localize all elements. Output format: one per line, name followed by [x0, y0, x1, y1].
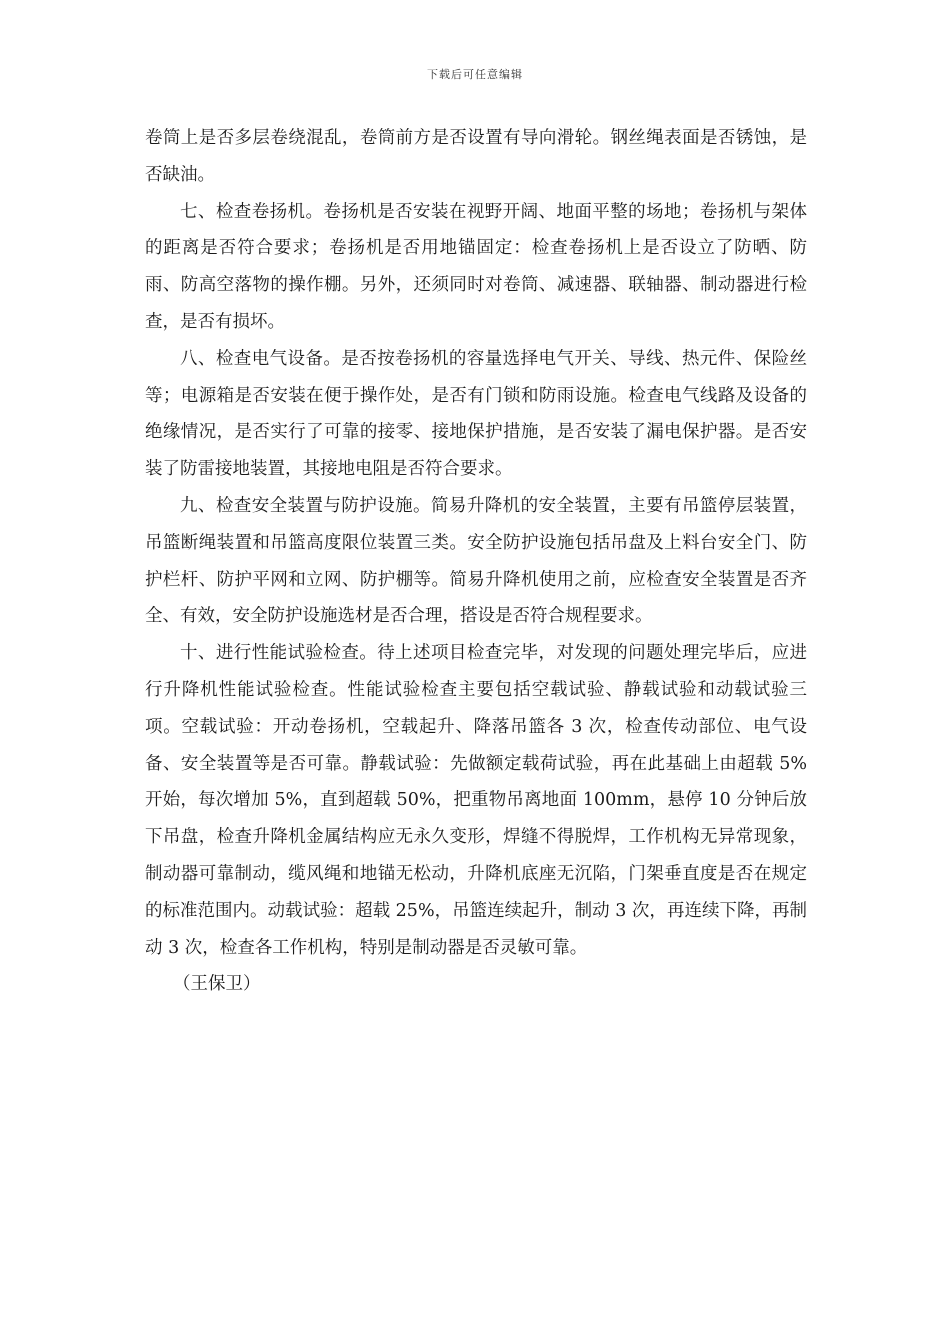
paragraph-continuation: 卷筒上是否多层卷绕混乱，卷筒前方是否设置有导向滑轮。钢丝绳表面是否锈蚀，是否缺油。 — [145, 128, 807, 185]
paragraph-section-7: 七、检查卷扬机。卷扬机是否安装在视野开阔、地面平整的场地；卷扬机与架体的距离是否符合要求；卷扬机是否用地锚固定：检查卷扬机上是否设立了防晒、防雨、防高空落物的操作棚。另外，还须同时对卷筒、减速器、联轴器、制动器进行检查，是否有损坏。 — [145, 201, 807, 332]
author-signature: （王保卫） — [173, 974, 261, 995]
paragraph-section-9: 九、检查安全装置与防护设施。简易升降机的安全装置，主要有吊篮停层装置，吊篮断绳装置和吊篮高度限位装置三类。安全防护设施包括吊盘及上料台安全门、防护栏杆、防护平网和立网、防护棚等。简易升降机使用之前，应检查安全装置是否齐全、有效，安全防护设施选材是否合理，搭设是否符合规程要求。 — [145, 495, 807, 627]
paragraph-section-10: 十、进行性能试验检查。待上述项目检查完毕，对发现的问题处理完毕后，应进行升降机性能试验检查。性能试验检查主要包括空载试验、静载试验和动载试验三项。空载试验：开动卷扬机，空载起升、降落吊篮各 3 次，检查传动部位、电气设备、安全装置等是否可靠。静载试验：先做额定载荷试验，再在此基础上由超载 5%开始，每次增加 5%，直到超载 50%，把重物吊离地面 100mm，悬停 10 分钟后放下吊盘，检查升降机金属结构应无永久变形，焊缝不得脱焊，工作机构无异常现象，制动器可靠制动，缆风绳和地锚无松动，升降机底座无沉陷，门架垂直度是否在规定的标准范围内。动载试验：超载 25%，吊篮连续起升，制动 3 次，再连续下降，再制动 3 次，检查各工作机构，特别是制动器是否灵敏可靠。 — [145, 643, 807, 958]
page-header-note: 下载后可任意编辑 — [427, 68, 523, 81]
paragraph-section-8: 八、检查电气设备。是否按卷扬机的容量选择电气开关、导线、热元件、保险丝等；电源箱是否安装在便于操作处，是否有门锁和防雨设施。检查电气线路及设备的绝缘情况，是否实行了可靠的接零、接地保护措施，是否安装了漏电保护器。是否安装了防雷接地装置，其接地电阻是否符合要求。 — [145, 348, 807, 480]
document-body — [145, 120, 807, 1003]
